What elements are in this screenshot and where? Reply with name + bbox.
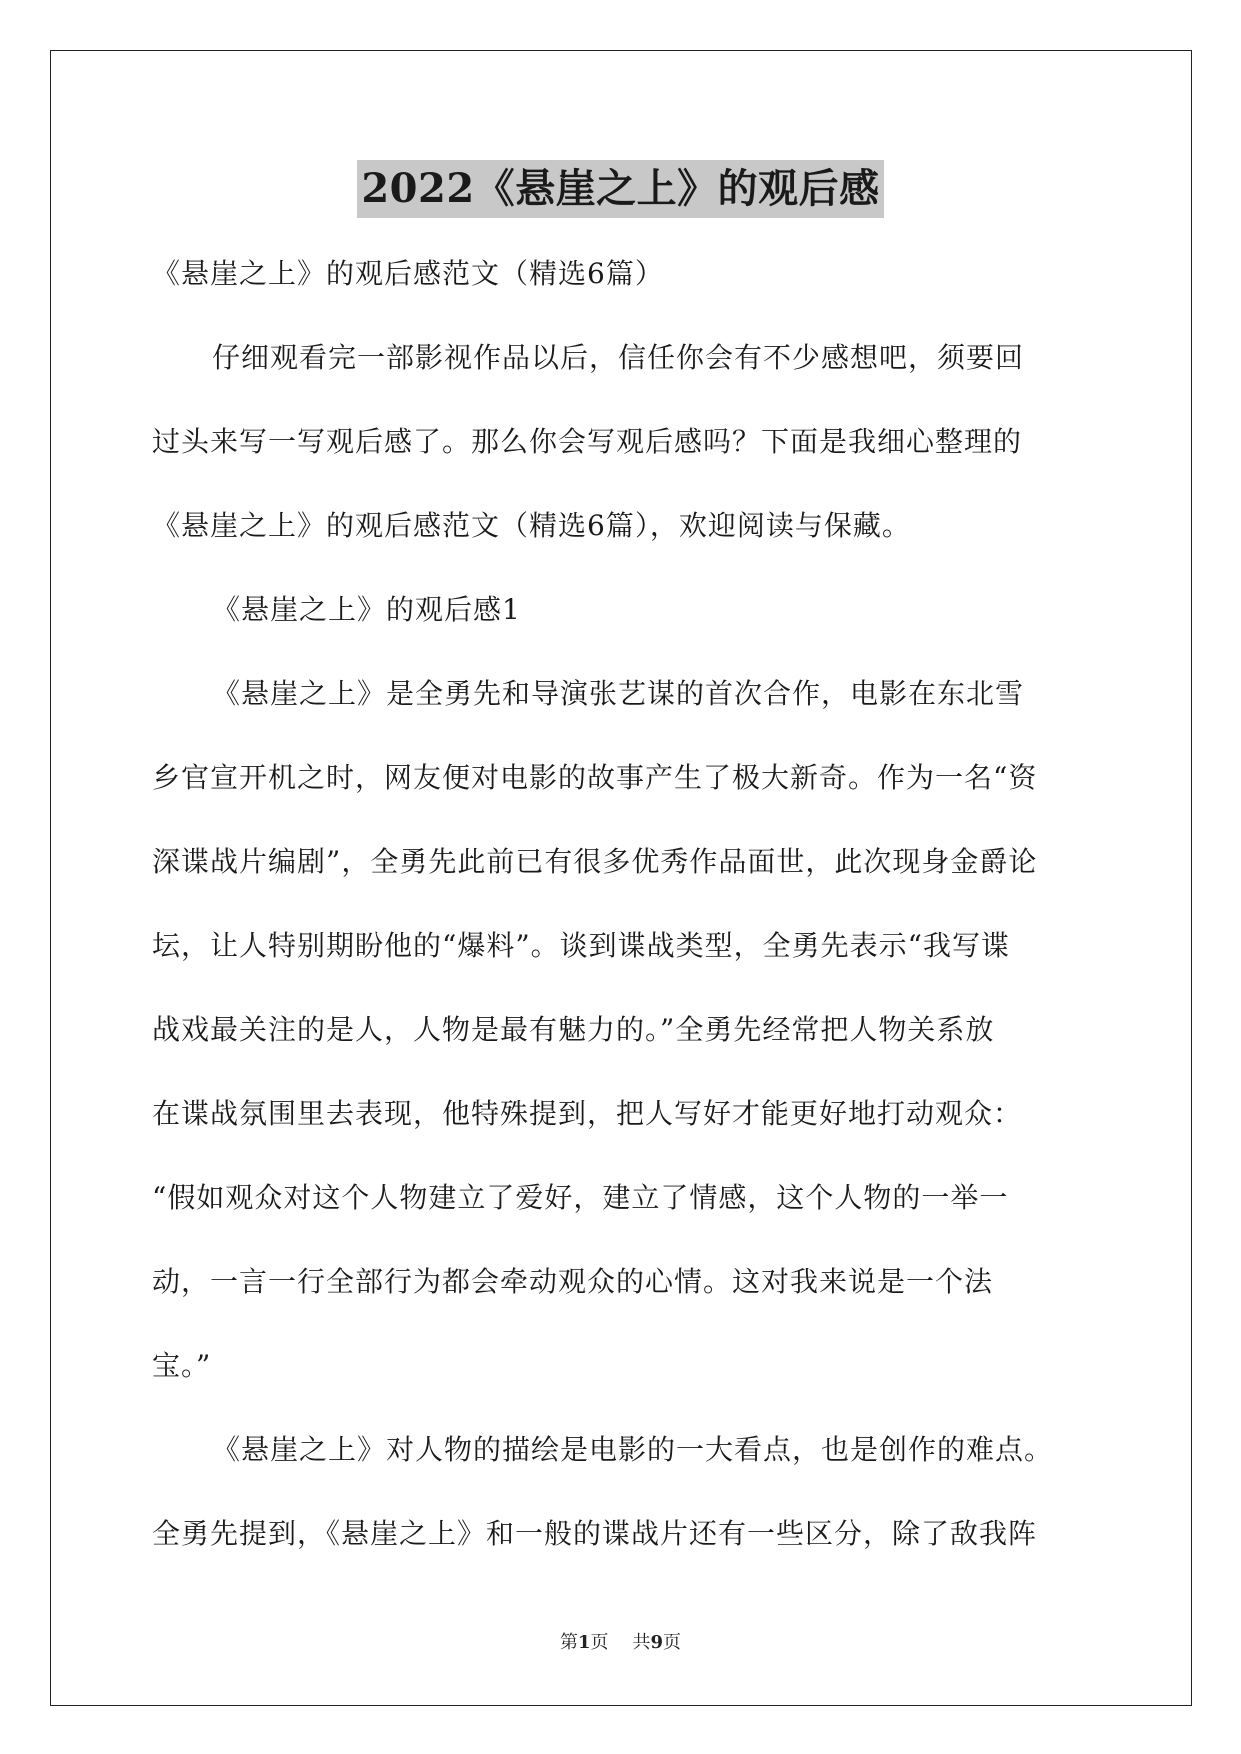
text-line: 乡官宣开机之时，网友便对电影的故事产生了极大新奇。作为一名“资: [152, 761, 1038, 794]
section-heading: 《悬崖之上》的观后感1: [212, 593, 521, 626]
text-line: 《悬崖之上》是全勇先和导演张艺谋的首次合作，电影在东北雪: [212, 677, 1025, 710]
text-line: 在谍战氛围里去表现，他特殊提到，把人写好才能更好地打动观众：: [152, 1097, 1023, 1130]
text-line: 《悬崖之上》对人物的描绘是电影的一大看点，也是创作的难点。: [212, 1433, 1054, 1466]
total-suffix: 页: [663, 1632, 682, 1653]
text-line: 宝。”: [152, 1349, 212, 1382]
page-number: 1: [577, 1632, 591, 1653]
document-title: 2022《悬崖之上》的观后感: [357, 160, 883, 218]
text-line: 仔细观看完一部影视作品以后，信任你会有不少感想吧，须要回: [212, 341, 1025, 374]
page-suffix: 页: [590, 1632, 609, 1653]
text-line-subtitle: 《悬崖之上》的观后感范文（精选6篇）: [152, 257, 664, 290]
total-pages: 9: [650, 1632, 664, 1653]
total-prefix: 共: [632, 1632, 651, 1653]
title-container: [0, 160, 1241, 218]
text-line: “假如观众对这个人物建立了爱好，建立了情感，这个人物的一举一: [152, 1181, 1009, 1214]
text-line: 战戏最关注的是人，人物是最有魅力的。”全勇先经常把人物关系放: [152, 1013, 995, 1046]
text-line: 过头来写一写观后感了。那么你会写观后感吗？下面是我细心整理的: [152, 425, 1023, 458]
text-line: 《悬崖之上》的观后感范文（精选6篇），欢迎阅读与保藏。: [152, 509, 911, 542]
text-line: 坛，让人特别期盼他的“爆料”。谈到谍战类型，全勇先表示“我写谍: [152, 929, 1010, 962]
page-prefix: 第: [559, 1632, 578, 1653]
document-body: [152, 232, 1092, 1576]
page-footer: [0, 1628, 1241, 1654]
text-line: 深谍战片编剧”，全勇先此前已有很多优秀作品面世，此次现身金爵论: [152, 845, 1038, 878]
text-line: 全勇先提到，《悬崖之上》和一般的谍战片还有一些区分，除了敌我阵: [152, 1517, 1038, 1550]
text-line: 动，一言一行全部行为都会牵动观众的心情。这对我来说是一个法: [152, 1265, 994, 1298]
